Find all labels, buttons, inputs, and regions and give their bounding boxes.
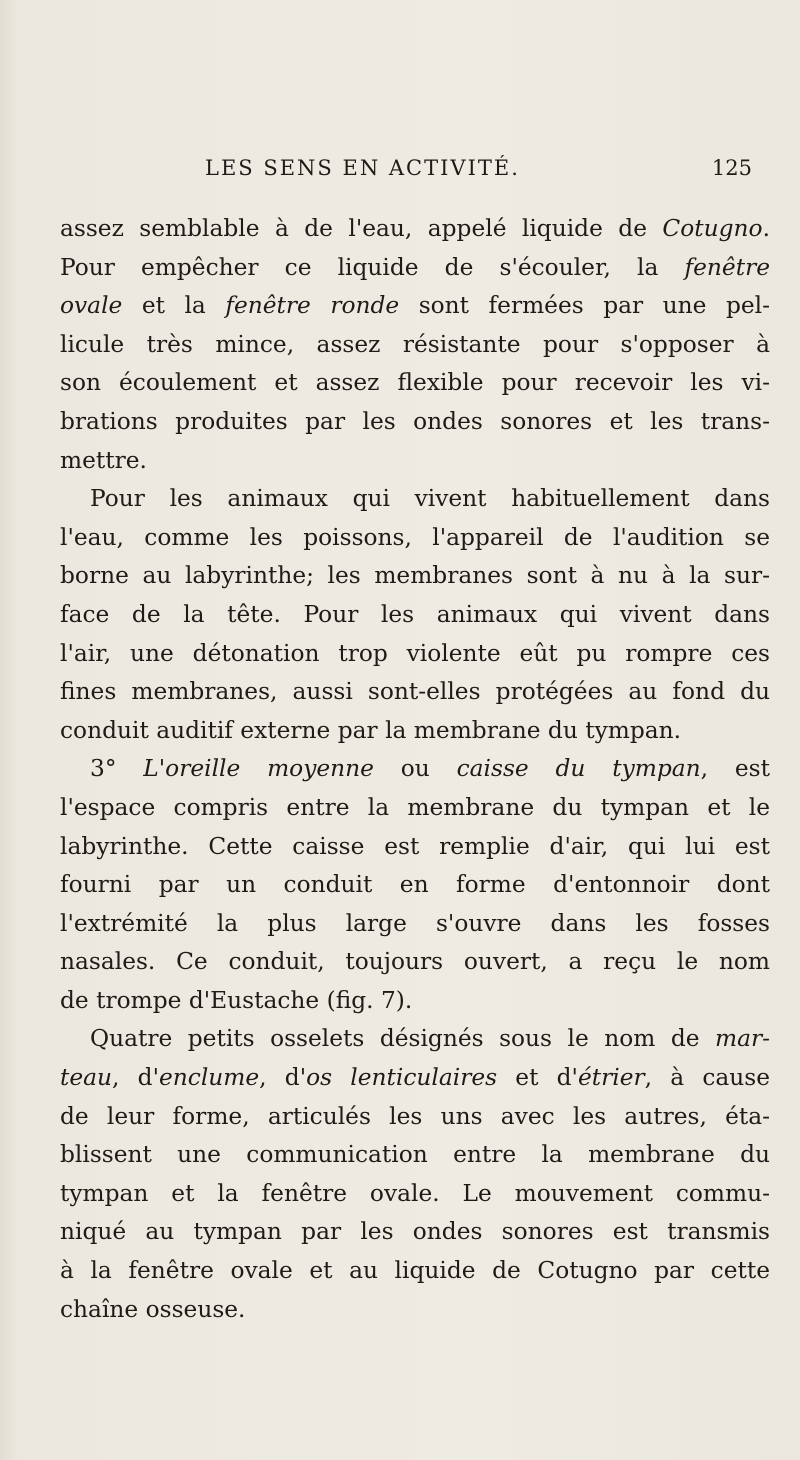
text-segment: blissent une communication entre la membrane du [60,1141,770,1169]
text-segment: brations produites par les ondes sonores et les trans- [60,407,770,435]
italic-term: caisse du tympan [456,755,701,783]
text-segment: l'eau, comme les poissons, l'appareil de l'audition se [60,523,770,551]
text-segment: l'extrémité la plus large s'ouvre dans les fosses [60,909,770,937]
text-segment: ou [373,755,457,783]
text-segment: , d' [259,1064,307,1092]
text-line [60,1020,770,1059]
text-segment: de leur forme, articulés les uns avec les autres, éta- [60,1102,770,1130]
text-segment: tympan et la fenêtre ovale. Le mouvement commu- [60,1179,770,1207]
text-segment: face de la tête. Pour les animaux qui vivent dans [60,600,770,628]
text-line [60,673,770,712]
italic-term: teau [60,1064,113,1092]
text-line [60,249,770,288]
text-line [60,789,770,828]
text-segment: fines membranes, aussi sont-elles protégées au fond du [60,678,770,706]
text-line [60,828,770,867]
running-title: LES SENS EN ACTIVITÉ. [205,156,520,180]
text-line [60,982,770,1021]
text-line [60,1136,770,1175]
text-line [60,557,770,596]
text-line [60,866,770,905]
text-line [60,442,770,481]
text-line [60,519,770,558]
text-segment: chaîne osseuse. [60,1295,246,1323]
italic-term: fenêtre ronde [225,292,400,320]
italic-term: enclume [158,1064,260,1092]
text-segment: . [762,215,770,242]
italic-term: étrier [577,1064,645,1092]
text-segment: Pour empêcher ce liquide de s'écouler, la [60,253,685,281]
body-text [60,210,770,1329]
text-segment: conduit auditif externe par la membrane du tympan. [60,716,682,744]
italic-term: fenêtre [684,253,770,281]
text-line [60,1291,770,1330]
text-segment: Quatre petits osselets désignés sous le nom de [90,1025,715,1053]
text-segment: Pour les animaux qui vivent habituellement dans [90,485,770,513]
text-line [60,1175,770,1214]
text-line [60,905,770,944]
text-segment: 3° [90,755,144,783]
text-segment: , est [700,755,770,783]
running-header [60,156,770,186]
italic-term: os lenticulaires [306,1064,498,1092]
text-line [60,480,770,519]
italic-term: mar- [715,1025,770,1053]
text-line [60,403,770,442]
text-line [60,750,770,789]
text-line [60,326,770,365]
text-line [60,364,770,403]
text-segment: nasales. Ce conduit, toujours ouvert, a reçu le nom [60,948,770,976]
text-segment: à la fenêtre ovale et au liquide de Cotugno par cette [60,1257,770,1285]
text-line [60,1059,770,1098]
text-line [60,287,770,326]
text-segment: l'espace compris entre la membrane du tympan et le [60,793,770,821]
text-segment: l'air, une détonation trop violente eût pu rompre ces [60,639,770,667]
text-segment: son écoulement et assez flexible pour recevoir les vi- [60,369,770,397]
text-segment: et d' [497,1064,578,1092]
text-segment: assez semblable à de l'eau, appelé liquide de [60,215,663,242]
text-segment: de trompe d'Eustache (fig. 7). [60,986,413,1014]
page-number: 125 [711,156,752,180]
text-segment: borne au labyrinthe; les membranes sont à nu à la sur- [60,562,770,590]
text-segment: et la [122,292,226,320]
italic-term: L'oreille moyenne [143,755,374,783]
text-line [60,210,770,249]
text-segment: mettre. [60,446,147,474]
text-line [60,1213,770,1252]
text-segment: niqué au tympan par les ondes sonores est transmis [60,1218,770,1246]
text-line [60,596,770,635]
text-line [60,1252,770,1291]
text-segment: labyrinthe. Cette caisse est remplie d'air, qui lui est [60,832,770,860]
text-segment: sont fermées par une pel- [399,292,770,320]
text-segment: fourni par un conduit en forme d'entonnoir dont [60,871,770,899]
text-line [60,943,770,982]
text-line [60,1098,770,1137]
text-segment: , d' [112,1064,159,1092]
text-line [60,712,770,751]
text-segment: licule très mince, assez résistante pour s'opposer à [60,330,770,358]
italic-term: ovale [60,292,123,320]
text-line [60,635,770,674]
text-segment: , à cause [644,1064,771,1092]
italic-term: Cotugno [662,215,763,242]
